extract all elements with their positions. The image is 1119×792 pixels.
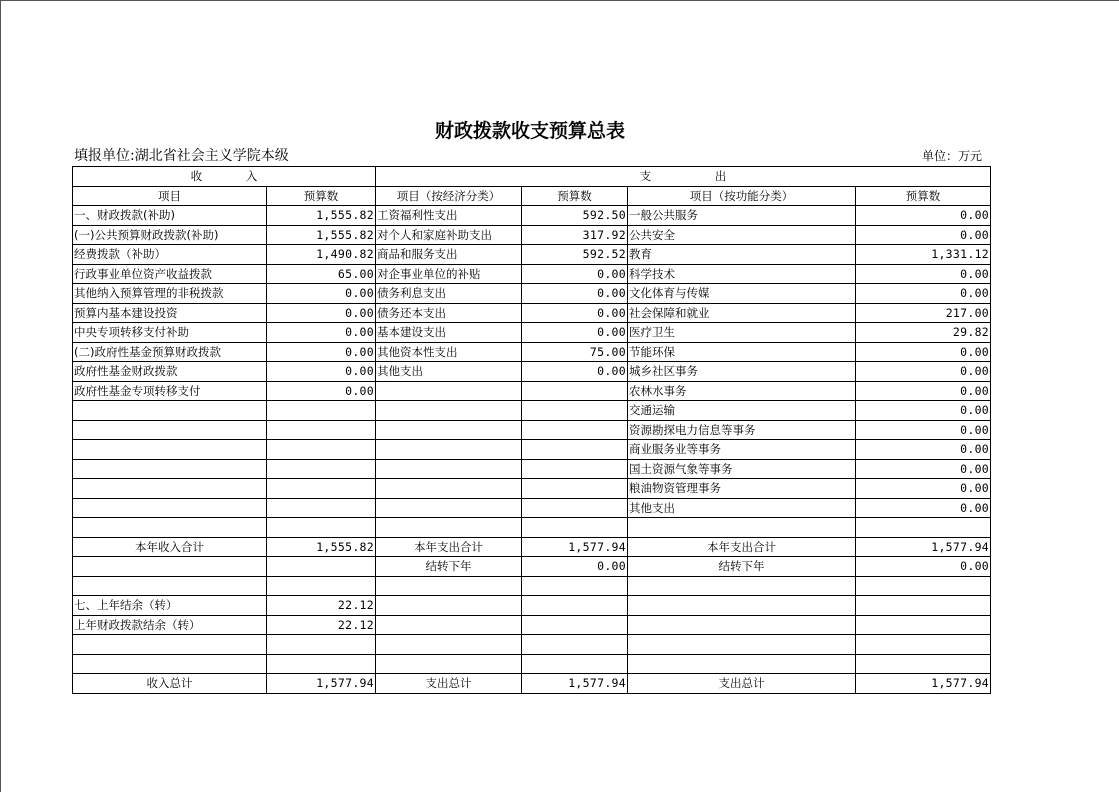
- econ-budget-cell: 75.00: [522, 342, 628, 362]
- income-item-cell: 经费拨款（补助）: [73, 245, 267, 265]
- income-budget-cell: 0.00: [267, 362, 376, 382]
- table-row: [73, 498, 991, 518]
- func-item-cell: 交通运输: [628, 401, 856, 421]
- func-item-cell: 社会保障和就业: [628, 303, 856, 323]
- econ-item-cell: 其他资本性支出: [376, 342, 522, 362]
- col-budget2-header: 预算数: [522, 186, 628, 206]
- econ-budget-cell: [522, 459, 628, 479]
- econ-grand-total-value: 1,577.94: [522, 674, 628, 694]
- table-row: [73, 479, 991, 499]
- func-budget-cell: 0.00: [856, 284, 991, 304]
- col-func-header: 项目（按功能分类）: [628, 186, 856, 206]
- income-item-cell: (一)公共预算财政拨款(补助): [73, 225, 267, 245]
- income-item-cell: 一、财政拨款(补助): [73, 206, 267, 226]
- income-item-cell: [73, 420, 267, 440]
- func-budget-cell: 0.00: [856, 225, 991, 245]
- table-row: [73, 381, 991, 401]
- econ-item-cell: 其他支出: [376, 362, 522, 382]
- income-budget-cell: 1,490.82: [267, 245, 376, 265]
- func-grand-total-label: 支出总计: [628, 674, 856, 694]
- blank-row: [73, 518, 991, 538]
- func-item-cell: 资源勘探电力信息等事务: [628, 420, 856, 440]
- table-row: [73, 284, 991, 304]
- carry-forward-row: [73, 557, 991, 577]
- func-year-total-value: 1,577.94: [856, 537, 991, 557]
- func-budget-cell: 0.00: [856, 479, 991, 499]
- table-row: [73, 342, 991, 362]
- func-budget-cell: 0.00: [856, 342, 991, 362]
- grand-total-row: [73, 674, 991, 694]
- blank-row: [73, 654, 991, 674]
- func-item-cell: 农林水事务: [628, 381, 856, 401]
- func-item-cell: 医疗卫生: [628, 323, 856, 343]
- income-budget-cell: 0.00: [267, 323, 376, 343]
- col-econ-header: 项目（按经济分类）: [376, 186, 522, 206]
- func-carry-value: 0.00: [856, 557, 991, 577]
- func-budget-cell: 0.00: [856, 440, 991, 460]
- col-budget3-header: 预算数: [856, 186, 991, 206]
- econ-budget-cell: 592.50: [522, 206, 628, 226]
- econ-budget-cell: [522, 498, 628, 518]
- func-item-cell: 文化体育与传媒: [628, 284, 856, 304]
- prior-balance-row: [73, 596, 991, 616]
- income-year-total-label: 本年收入合计: [73, 537, 267, 557]
- table-row: [73, 225, 991, 245]
- econ-carry-label: 结转下年: [376, 557, 522, 577]
- func-grand-total-value: 1,577.94: [856, 674, 991, 694]
- income-item-cell: [73, 479, 267, 499]
- econ-budget-cell: [522, 420, 628, 440]
- func-item-cell: 公共安全: [628, 225, 856, 245]
- table-row: [73, 206, 991, 226]
- income-year-total-value: 1,555.82: [267, 537, 376, 557]
- income-item-cell: 预算内基本建设投资: [73, 303, 267, 323]
- income-budget-cell: 1,555.82: [267, 225, 376, 245]
- col-budget-header: 预算数: [267, 186, 376, 206]
- econ-budget-cell: 0.00: [522, 362, 628, 382]
- func-budget-cell: 1,331.12: [856, 245, 991, 265]
- table-row: [73, 420, 991, 440]
- income-budget-cell: [267, 420, 376, 440]
- budget-table: [72, 166, 991, 694]
- frame-top-edge: [0, 0, 1119, 1]
- prior-balance-label: 七、上年结余（转）: [73, 596, 267, 616]
- econ-grand-total-label: 支出总计: [376, 674, 522, 694]
- income-budget-cell: 0.00: [267, 284, 376, 304]
- econ-item-cell: [376, 401, 522, 421]
- econ-item-cell: [376, 440, 522, 460]
- econ-item-cell: 债务利息支出: [376, 284, 522, 304]
- prior-balance-value: 22.12: [267, 596, 376, 616]
- income-item-cell: [73, 401, 267, 421]
- econ-item-cell: 债务还本支出: [376, 303, 522, 323]
- table-row: [73, 401, 991, 421]
- econ-budget-cell: 592.52: [522, 245, 628, 265]
- econ-year-total-value: 1,577.94: [522, 537, 628, 557]
- income-item-cell: [73, 498, 267, 518]
- table-row: [73, 362, 991, 382]
- header-section-row: [73, 167, 991, 187]
- func-budget-cell: 0.00: [856, 498, 991, 518]
- table-row: [73, 245, 991, 265]
- reporting-unit: 填报单位:湖北省社会主义学院本级: [74, 148, 289, 164]
- econ-budget-cell: [522, 440, 628, 460]
- blank-row: [73, 635, 991, 655]
- econ-budget-cell: [522, 381, 628, 401]
- income-item-cell: (二)政府性基金预算财政拨款: [73, 342, 267, 362]
- func-carry-label: 结转下年: [628, 557, 856, 577]
- income-budget-cell: 0.00: [267, 381, 376, 401]
- prior-balance-sub-value: 22.12: [267, 615, 376, 635]
- table-row: [73, 440, 991, 460]
- func-budget-cell: 217.00: [856, 303, 991, 323]
- func-budget-cell: 0.00: [856, 401, 991, 421]
- income-item-cell: 政府性基金专项转移支付: [73, 381, 267, 401]
- col-item-header: 项目: [73, 186, 267, 206]
- econ-item-cell: 对个人和家庭补助支出: [376, 225, 522, 245]
- table-row: [73, 303, 991, 323]
- income-budget-cell: 1,555.82: [267, 206, 376, 226]
- income-section-header: 收 入: [73, 167, 376, 187]
- currency-unit: 单位：万元: [922, 149, 983, 163]
- income-budget-cell: 65.00: [267, 264, 376, 284]
- income-budget-cell: [267, 440, 376, 460]
- econ-budget-cell: 0.00: [522, 284, 628, 304]
- econ-item-cell: 工资福利性支出: [376, 206, 522, 226]
- func-budget-cell: 0.00: [856, 420, 991, 440]
- table-row: [73, 264, 991, 284]
- econ-carry-value: 0.00: [522, 557, 628, 577]
- func-budget-cell: 0.00: [856, 459, 991, 479]
- func-item-cell: 城乡社区事务: [628, 362, 856, 382]
- func-budget-cell: 29.82: [856, 323, 991, 343]
- blank-row: [73, 576, 991, 596]
- prior-balance-sub-label: 上年财政拨款结余（转）: [73, 615, 267, 635]
- econ-budget-cell: 0.00: [522, 264, 628, 284]
- econ-year-total-label: 本年支出合计: [376, 537, 522, 557]
- econ-item-cell: [376, 420, 522, 440]
- prior-balance-sub-row: [73, 615, 991, 635]
- table-row: [73, 323, 991, 343]
- func-item-cell: 其他支出: [628, 498, 856, 518]
- econ-budget-cell: [522, 401, 628, 421]
- econ-budget-cell: 317.92: [522, 225, 628, 245]
- econ-item-cell: [376, 479, 522, 499]
- func-item-cell: 一般公共服务: [628, 206, 856, 226]
- func-item-cell: 教育: [628, 245, 856, 265]
- func-year-total-label: 本年支出合计: [628, 537, 856, 557]
- func-budget-cell: 0.00: [856, 381, 991, 401]
- econ-item-cell: 对企事业单位的补贴: [376, 264, 522, 284]
- func-item-cell: 科学技术: [628, 264, 856, 284]
- income-grand-total-label: 收入总计: [73, 674, 267, 694]
- econ-budget-cell: 0.00: [522, 323, 628, 343]
- income-budget-cell: [267, 401, 376, 421]
- func-item-cell: 节能环保: [628, 342, 856, 362]
- func-item-cell: 国土资源气象等事务: [628, 459, 856, 479]
- econ-item-cell: [376, 381, 522, 401]
- year-total-row: [73, 537, 991, 557]
- income-item-cell: 中央专项转移支付补助: [73, 323, 267, 343]
- income-budget-cell: [267, 459, 376, 479]
- income-budget-cell: 0.00: [267, 342, 376, 362]
- income-item-cell: 行政事业单位资产收益拨款: [73, 264, 267, 284]
- func-item-cell: 粮油物资管理事务: [628, 479, 856, 499]
- income-item-cell: [73, 459, 267, 479]
- income-grand-total-value: 1,577.94: [267, 674, 376, 694]
- income-item-cell: 政府性基金财政拨款: [73, 362, 267, 382]
- income-item-cell: [73, 440, 267, 460]
- func-item-cell: 商业服务业等事务: [628, 440, 856, 460]
- table-row: [73, 459, 991, 479]
- income-budget-cell: [267, 498, 376, 518]
- page-title: 财政拨款收支预算总表: [434, 120, 625, 142]
- econ-budget-cell: 0.00: [522, 303, 628, 323]
- func-budget-cell: 0.00: [856, 206, 991, 226]
- income-budget-cell: 0.00: [267, 303, 376, 323]
- income-item-cell: 其他纳入预算管理的非税拨款: [73, 284, 267, 304]
- func-budget-cell: 0.00: [856, 264, 991, 284]
- econ-item-cell: [376, 459, 522, 479]
- econ-item-cell: 商品和服务支出: [376, 245, 522, 265]
- econ-budget-cell: [522, 479, 628, 499]
- func-budget-cell: 0.00: [856, 362, 991, 382]
- econ-item-cell: 基本建设支出: [376, 323, 522, 343]
- expense-section-header: 支 出: [376, 167, 991, 187]
- income-budget-cell: [267, 479, 376, 499]
- econ-item-cell: [376, 498, 522, 518]
- header-column-row: [73, 186, 991, 206]
